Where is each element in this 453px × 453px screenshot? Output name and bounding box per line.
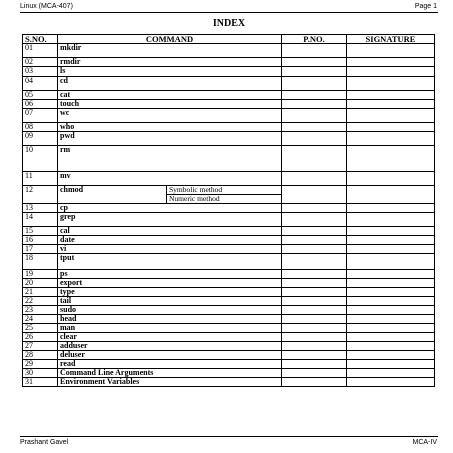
row-command: mv <box>58 172 282 186</box>
row-sno: 04 <box>23 77 58 91</box>
table-row <box>23 360 435 369</box>
page-title: INDEX <box>212 18 246 29</box>
row-signature <box>347 297 435 306</box>
row-signature <box>347 306 435 315</box>
row-signature <box>347 213 435 227</box>
table-row <box>23 91 435 100</box>
row-sno: 28 <box>23 351 58 360</box>
col-header-pno: P.NO. <box>282 35 347 44</box>
row-subcommand: Symbolic method <box>167 186 282 195</box>
table-row <box>23 254 435 270</box>
row-pno <box>282 132 347 146</box>
row-pno <box>282 77 347 91</box>
row-signature <box>347 186 435 204</box>
row-sno: 18 <box>23 254 58 270</box>
col-header-sno: S.NO. <box>23 35 58 44</box>
row-sno: 16 <box>23 236 58 245</box>
row-signature <box>347 67 435 77</box>
row-signature <box>347 77 435 91</box>
table-row <box>23 204 435 213</box>
row-pno <box>282 315 347 324</box>
row-signature <box>347 91 435 100</box>
row-signature <box>347 254 435 270</box>
row-command: head <box>58 315 282 324</box>
row-sno: 13 <box>23 204 58 213</box>
row-signature <box>347 369 435 378</box>
row-sno: 14 <box>23 213 58 227</box>
row-pno <box>282 227 347 236</box>
row-sno: 03 <box>23 67 58 77</box>
table-row <box>23 333 435 342</box>
row-command: adduser <box>58 342 282 351</box>
table-row <box>23 132 435 146</box>
row-signature <box>347 204 435 213</box>
row-command: wc <box>58 109 282 123</box>
row-command: ps <box>58 270 282 279</box>
table-row <box>23 297 435 306</box>
row-sno: 15 <box>23 227 58 236</box>
row-signature <box>347 58 435 67</box>
row-pno <box>282 58 347 67</box>
table-row <box>23 236 435 245</box>
row-command: rm <box>58 146 282 172</box>
row-pno <box>282 236 347 245</box>
row-signature <box>347 245 435 254</box>
row-command: touch <box>58 100 282 109</box>
col-header-signature: SIGNATURE <box>347 35 435 44</box>
row-command: cal <box>58 227 282 236</box>
row-command: pwd <box>58 132 282 146</box>
row-pno <box>282 204 347 213</box>
row-sno: 22 <box>23 297 58 306</box>
row-pno <box>282 100 347 109</box>
row-signature <box>347 132 435 146</box>
row-pno <box>282 123 347 132</box>
row-sno: 17 <box>23 245 58 254</box>
row-command: Environment Variables <box>58 378 282 387</box>
row-command: date <box>58 236 282 245</box>
row-pno <box>282 67 347 77</box>
row-pno <box>282 333 347 342</box>
row-command: cd <box>58 77 282 91</box>
row-signature <box>347 172 435 186</box>
footer-class: MCA-IV <box>412 439 437 446</box>
row-sno: 31 <box>23 378 58 387</box>
row-command: vi <box>58 245 282 254</box>
row-command: cat <box>58 91 282 100</box>
row-sno: 23 <box>23 306 58 315</box>
table-row <box>23 245 435 254</box>
table-row <box>23 369 435 378</box>
row-pno <box>282 172 347 186</box>
table-row <box>23 44 435 58</box>
row-signature <box>347 315 435 324</box>
table-row <box>23 100 435 109</box>
row-pno <box>282 288 347 297</box>
row-signature <box>347 236 435 245</box>
row-command: deluser <box>58 351 282 360</box>
table-row <box>23 77 435 91</box>
row-sno: 12 <box>23 186 58 204</box>
row-pno <box>282 360 347 369</box>
row-signature <box>347 100 435 109</box>
row-command: who <box>58 123 282 132</box>
table-header-row <box>23 35 435 44</box>
table-row <box>23 123 435 132</box>
row-signature <box>347 279 435 288</box>
row-signature <box>347 146 435 172</box>
row-command: tail <box>58 297 282 306</box>
index-table-body <box>23 44 435 387</box>
footer-rule <box>20 436 438 437</box>
row-pno <box>282 342 347 351</box>
row-sno: 02 <box>23 58 58 67</box>
footer-author: Prashant Gavel <box>20 439 69 446</box>
row-pno <box>282 270 347 279</box>
table-row <box>23 315 435 324</box>
row-pno <box>282 254 347 270</box>
table-row <box>23 342 435 351</box>
table-row <box>23 288 435 297</box>
row-command: clear <box>58 333 282 342</box>
row-command: type <box>58 288 282 297</box>
row-signature <box>347 227 435 236</box>
table-row <box>23 213 435 227</box>
header-rule <box>20 12 438 13</box>
row-command: Command Line Arguments <box>58 369 282 378</box>
row-pno <box>282 324 347 333</box>
row-signature <box>347 324 435 333</box>
row-sno: 25 <box>23 324 58 333</box>
row-signature <box>347 378 435 387</box>
row-pno <box>282 109 347 123</box>
row-sno: 06 <box>23 100 58 109</box>
row-command: cp <box>58 204 282 213</box>
index-table <box>22 34 435 387</box>
row-command: man <box>58 324 282 333</box>
row-command: sudo <box>58 306 282 315</box>
table-row <box>23 279 435 288</box>
row-signature <box>347 351 435 360</box>
header-course: Linux (MCA-407) <box>20 3 73 10</box>
row-sno: 24 <box>23 315 58 324</box>
row-pno <box>282 351 347 360</box>
row-command: grep <box>58 213 282 227</box>
row-signature <box>347 342 435 351</box>
table-row <box>23 306 435 315</box>
row-command: chmod <box>58 186 167 204</box>
row-signature <box>347 270 435 279</box>
row-pno <box>282 369 347 378</box>
row-pno <box>282 378 347 387</box>
row-sno: 05 <box>23 91 58 100</box>
row-sno: 30 <box>23 369 58 378</box>
table-row <box>23 351 435 360</box>
row-sno: 08 <box>23 123 58 132</box>
row-sno: 21 <box>23 288 58 297</box>
table-row <box>23 109 435 123</box>
row-signature <box>347 333 435 342</box>
table-row <box>23 186 435 195</box>
row-signature <box>347 360 435 369</box>
table-row <box>23 146 435 172</box>
row-sno: 19 <box>23 270 58 279</box>
col-header-command: COMMAND <box>58 35 282 44</box>
table-row <box>23 227 435 236</box>
row-sno: 26 <box>23 333 58 342</box>
row-pno <box>282 186 347 204</box>
row-pno <box>282 213 347 227</box>
row-command: mkdir <box>58 44 282 58</box>
row-sno: 09 <box>23 132 58 146</box>
row-pno <box>282 245 347 254</box>
table-row <box>23 270 435 279</box>
row-sno: 10 <box>23 146 58 172</box>
row-signature <box>347 109 435 123</box>
row-sno: 20 <box>23 279 58 288</box>
row-command: rmdir <box>58 58 282 67</box>
row-sno: 29 <box>23 360 58 369</box>
row-pno <box>282 146 347 172</box>
row-sno: 27 <box>23 342 58 351</box>
row-signature <box>347 123 435 132</box>
table-row <box>23 378 435 387</box>
row-command: tput <box>58 254 282 270</box>
table-row <box>23 58 435 67</box>
row-pno <box>282 44 347 58</box>
table-row <box>23 324 435 333</box>
row-sno: 11 <box>23 172 58 186</box>
row-pno <box>282 91 347 100</box>
row-subcommand: Numeric method <box>167 195 282 204</box>
row-pno <box>282 297 347 306</box>
table-row <box>23 172 435 186</box>
row-sno: 07 <box>23 109 58 123</box>
row-sno: 01 <box>23 44 58 58</box>
row-command: ls <box>58 67 282 77</box>
row-pno <box>282 279 347 288</box>
row-pno <box>282 306 347 315</box>
header-page-number: Page 1 <box>414 3 437 10</box>
row-signature <box>347 44 435 58</box>
row-signature <box>347 288 435 297</box>
row-command: read <box>58 360 282 369</box>
table-row <box>23 67 435 77</box>
row-command: export <box>58 279 282 288</box>
